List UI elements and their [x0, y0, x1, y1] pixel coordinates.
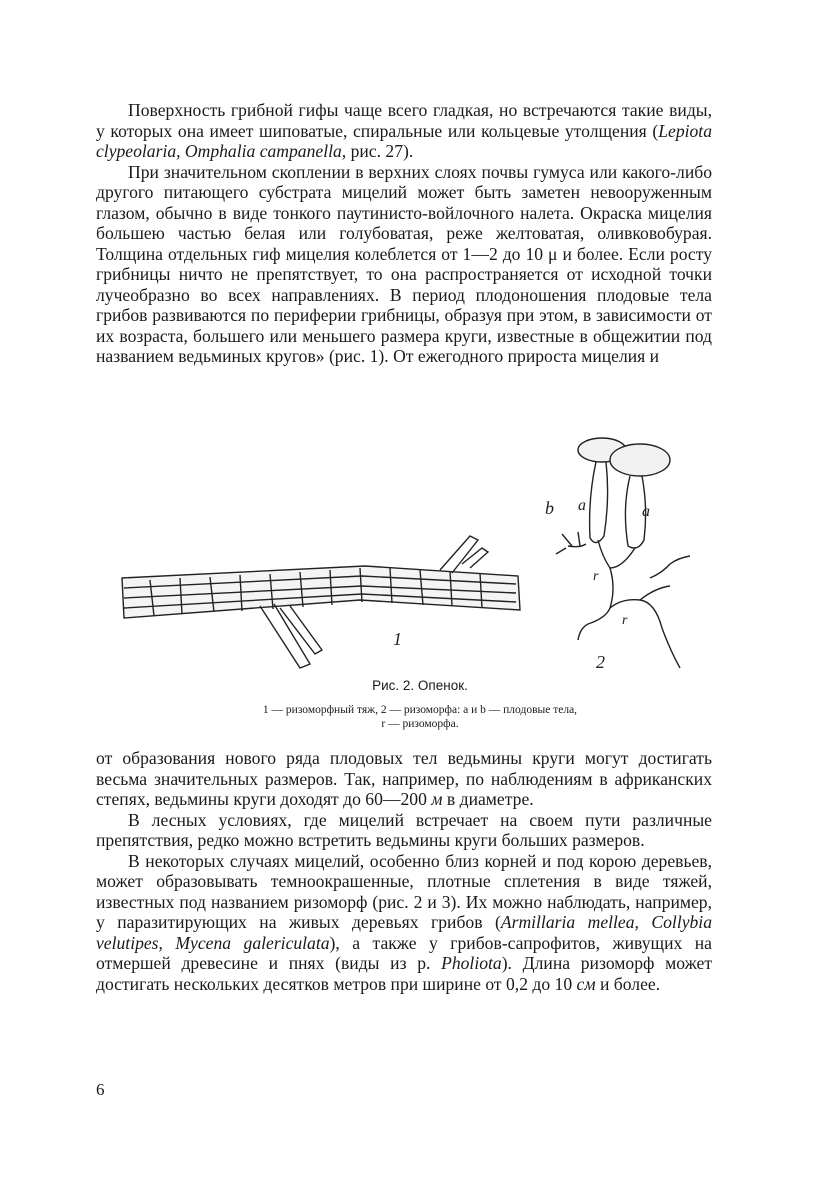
text-run: ). Длина ризоморф может достигать нескольких десятков метров при ширине от 0,2 до 10 — [96, 953, 713, 994]
italic-text: Pholiota — [441, 953, 502, 973]
figure-label-a1: a — [578, 497, 586, 514]
figure-label-r1: r — [593, 569, 599, 584]
figure-honey-mushroom — [110, 428, 710, 690]
figure-label-2: 2 — [596, 652, 605, 672]
text-block-bottom — [96, 748, 712, 994]
text-run: ), а также у грибов-сапрофитов, живущих на отмершей древесине и пнях (виды из р. — [96, 932, 712, 973]
text-run: рис. 27). — [346, 141, 414, 161]
figure-label-1: 1 — [393, 629, 402, 649]
page-number: 6 — [96, 1080, 105, 1099]
text-run: При значительном скоплении в верхних слоях почвы гумуса или какого-либо другого питающего субстрата мицелий может быть заметен невооруженным глазом, обычно в виде тонкого паутинисто-войлочного налета. Окраска мицелия большею частью белая или голубоватая, реже желтоватая, оливковобурая. Толщина отдельных гиф мицелия колеблется от 1—2 до 10 μ и более. Если росту грибницы ничто не препятствует, то она распространяется от исходной точки лучеобразно во всех направлениях. В период плодоношения плодовые тела грибов развиваются по периферии грибницы, образуя при этом, в зависимости от их возраста, большего или меньшего размера круги, известные в общежитии под названием ведьминых кругов» (рис. 1). От ежегодного прироста мицелия и — [96, 161, 712, 366]
italic-text: Lepiota clypeolaria, Omphalia campanella, — [96, 120, 712, 161]
text-run: и более. — [595, 973, 661, 994]
figure-legend-line-2: r — ризоморфа. — [381, 718, 459, 730]
italic-text: м — [431, 789, 443, 809]
figure-legend-line-1: 1 — ризоморфный тяж, 2 — ризоморфа: a и b — плодовые тела, — [262, 704, 578, 716]
text-block-top — [96, 100, 712, 367]
italic-text: Armillaria mellea, Collybia velutipes, Mycena galericulata — [96, 912, 712, 953]
text-run: В лесных условиях, где мицелий встречает на своем пути различные препятствия, редко можно встретить ведьмины круги больших размеров. — [96, 809, 712, 850]
paragraph — [96, 100, 712, 162]
figure-caption-title: Рис. 2. Опенок. — [372, 678, 468, 693]
italic-text: см — [576, 973, 596, 994]
rhizomorphic-strand-drawing — [122, 536, 520, 668]
figure-label-a2: a — [642, 503, 650, 520]
text-run: от образования нового ряда плодовых тел ведьмины круги могут достигать весьма значительных размеров. Так, например, по наблюдениям в африканских степях, ведьмины круги доходят до 60—200 — [96, 748, 712, 809]
paragraph — [96, 748, 712, 810]
figure-label-b: b — [545, 498, 554, 518]
figure-label-r2: r — [622, 613, 628, 628]
text-run: в диаметре. — [442, 789, 534, 809]
text-run: Поверхность грибной гифы чаще всего гладкая, но встречаются такие виды, у которых она имеет шиповатые, спиральные или кольцевые утолщения ( — [96, 100, 712, 141]
text-run: В некоторых случаях мицелий, особенно близ корней и под корою деревьев, может образовывать темноокрашенные, плотные сплетения в виде тяжей, известных под названием ризоморф (рис. 2 и 3). Их можно наблюдать, например, у паразитирующих на живых деревьях грибов ( — [96, 850, 712, 932]
paragraph — [96, 810, 712, 851]
rhizomorph-drawing — [556, 438, 690, 668]
figure-caption-legend — [170, 703, 670, 731]
paragraph — [96, 162, 712, 367]
paragraph — [96, 851, 712, 995]
